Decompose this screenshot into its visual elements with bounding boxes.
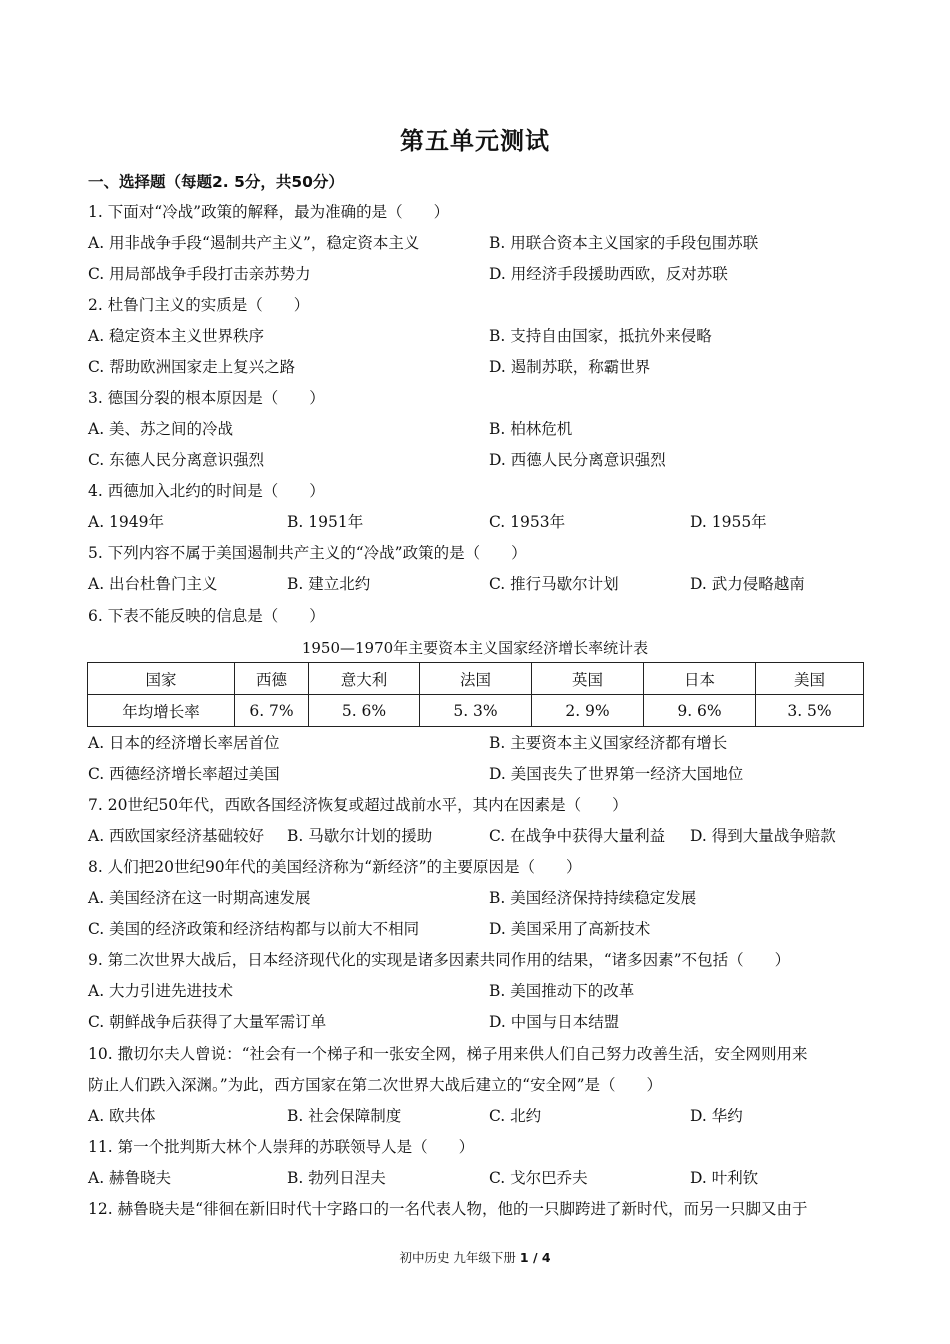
question-6-option-a: A. 日本的经济增长率居首位: [88, 734, 280, 752]
table-cell: 5. 3%: [420, 695, 532, 727]
question-10-stem-line-1: 10. 撒切尔夫人曾说：“社会有一个梯子和一张安全网，梯子用来供人们自己努力改善生活，安全网则用来: [88, 1045, 808, 1063]
question-11-option-c: C. 戈尔巴乔夫: [489, 1169, 588, 1187]
page-title: 第五单元测试: [400, 127, 550, 155]
table-header-cell: 西德: [235, 663, 309, 695]
table-header-cell: 法国: [420, 663, 532, 695]
question-10-option-a: A. 欧共体: [88, 1107, 156, 1125]
question-10-option-c: C. 北约: [489, 1107, 542, 1125]
table-header-cell: 意大利: [309, 663, 420, 695]
question-6-option-b: B. 主要资本主义国家经济都有增长: [489, 734, 728, 752]
table-header-cell: 日本: [644, 663, 756, 695]
question-7-option-a: A. 西欧国家经济基础较好: [88, 827, 265, 845]
question-6-option-c: C. 西德经济增长率超过美国: [88, 765, 280, 783]
table-header-cell: 国家: [88, 663, 235, 695]
question-9-stem: 9. 第二次世界大战后，日本经济现代化的实现是诸多因素共同作用的结果，“诸多因素”不包括（ ）: [88, 951, 791, 969]
table-cell: 5. 6%: [309, 695, 420, 727]
question-2-option-b: B. 支持自由国家，抵抗外来侵略: [489, 327, 712, 345]
question-5-stem: 5. 下列内容不属于美国遏制共产主义的“冷战”政策的是（ ）: [88, 544, 527, 562]
table-header-cell: 英国: [532, 663, 644, 695]
question-6-option-d: D. 美国丧失了世界第一经济大国地位: [489, 765, 744, 783]
question-5-option-d: D. 武力侵略越南: [690, 575, 805, 593]
question-12-stem: 12. 赫鲁晓夫是“徘徊在新旧时代十字路口的一名代表人物，他的一只脚跨进了新时代，而另一只脚又由于: [88, 1200, 808, 1218]
question-3-option-a: A. 美、苏之间的冷战: [88, 420, 234, 438]
table-header-row: [88, 663, 864, 695]
question-3-option-b: B. 柏林危机: [489, 420, 573, 438]
question-2-option-d: D. 遏制苏联，称霸世界: [489, 358, 651, 376]
table-caption: 1950—1970年主要资本主义国家经济增长率统计表: [301, 639, 649, 657]
question-11-stem: 11. 第一个批判斯大林个人崇拜的苏联领导人是（ ）: [88, 1138, 475, 1156]
table-cell: 2. 9%: [532, 695, 644, 727]
question-9-option-a: A. 大力引进先进技术: [88, 982, 234, 1000]
question-1-option-c: C. 用局部战争手段打击亲苏势力: [88, 265, 311, 283]
table-cell: 9. 6%: [644, 695, 756, 727]
question-11-option-a: A. 赫鲁晓夫: [88, 1169, 172, 1187]
question-1-stem: 1. 下面对“冷战”政策的解释，最为准确的是（ ）: [88, 203, 450, 221]
question-2-stem: 2. 杜鲁门主义的实质是（ ）: [88, 296, 310, 314]
question-4-option-a: A. 1949年: [88, 513, 164, 531]
question-3-option-c: C. 东德人民分离意识强烈: [88, 451, 265, 469]
question-8-option-a: A. 美国经济在这一时期高速发展: [88, 889, 311, 907]
question-6-stem: 6. 下表不能反映的信息是（ ）: [88, 607, 325, 625]
question-3-option-d: D. 西德人民分离意识强烈: [489, 451, 666, 469]
question-9-option-b: B. 美国推动下的改革: [489, 982, 635, 1000]
question-3-stem: 3. 德国分裂的根本原因是（ ）: [88, 389, 325, 407]
question-9-option-c: C. 朝鲜战争后获得了大量军需订单: [88, 1013, 327, 1031]
question-10-option-d: D. 华约: [690, 1107, 743, 1125]
table-cell: 年均增长率: [88, 695, 235, 727]
question-8-option-b: B. 美国经济保持持续稳定发展: [489, 889, 697, 907]
page-number: 1 / 4: [519, 1250, 551, 1265]
question-11-option-b: B. 勃列日涅夫: [287, 1169, 386, 1187]
question-8-stem: 8. 人们把20世纪90年代的美国经济称为“新经济”的主要原因是（ ）: [88, 858, 582, 876]
table-cell: 6. 7%: [235, 695, 309, 727]
question-4-option-b: B. 1951年: [287, 513, 364, 531]
table-cell: 3. 5%: [756, 695, 864, 727]
question-5-option-b: B. 建立北约: [287, 575, 371, 593]
question-5-option-a: A. 出台杜鲁门主义: [88, 575, 218, 593]
growth-rate-table: [87, 662, 864, 727]
question-7-option-b: B. 马歇尔计划的援助: [287, 827, 433, 845]
question-4-option-d: D. 1955年: [690, 513, 767, 531]
question-4-stem: 4. 西德加入北约的时间是（ ）: [88, 482, 325, 500]
question-2-option-c: C. 帮助欧洲国家走上复兴之路: [88, 358, 296, 376]
question-1-option-b: B. 用联合资本主义国家的手段包围苏联: [489, 234, 759, 252]
question-1-option-a: A. 用非战争手段“遏制共产主义”，稳定资本主义: [88, 234, 420, 252]
question-8-option-d: D. 美国采用了高新技术: [489, 920, 651, 938]
question-8-option-c: C. 美国的经济政策和经济结构都与以前大不相同: [88, 920, 420, 938]
table-row: [88, 695, 864, 727]
question-7-stem: 7. 20世纪50年代，西欧各国经济恢复或超过战前水平，其内在因素是（ ）: [88, 796, 628, 814]
question-9-option-d: D. 中国与日本结盟: [489, 1013, 620, 1031]
table-header-cell: 美国: [756, 663, 864, 695]
question-7-option-c: C. 在战争中获得大量利益: [489, 827, 666, 845]
question-2-option-a: A. 稳定资本主义世界秩序: [88, 327, 265, 345]
question-10-option-b: B. 社会保障制度: [287, 1107, 402, 1125]
question-7-option-d: D. 得到大量战争赔款: [690, 827, 836, 845]
section-heading: 一、选择题（每题2. 5分，共50分）: [88, 173, 344, 191]
page-footer: [0, 1248, 950, 1266]
question-5-option-c: C. 推行马歇尔计划: [489, 575, 619, 593]
question-11-option-d: D. 叶利钦: [690, 1169, 759, 1187]
question-1-option-d: D. 用经济手段援助西欧，反对苏联: [489, 265, 728, 283]
question-10-stem-line-2: 防止人们跌入深渊。”为此，西方国家在第二次世界大战后建立的“安全网”是（ ）: [88, 1076, 663, 1094]
footer-text: 初中历史 九年级下册: [399, 1250, 520, 1265]
question-4-option-c: C. 1953年: [489, 513, 566, 531]
